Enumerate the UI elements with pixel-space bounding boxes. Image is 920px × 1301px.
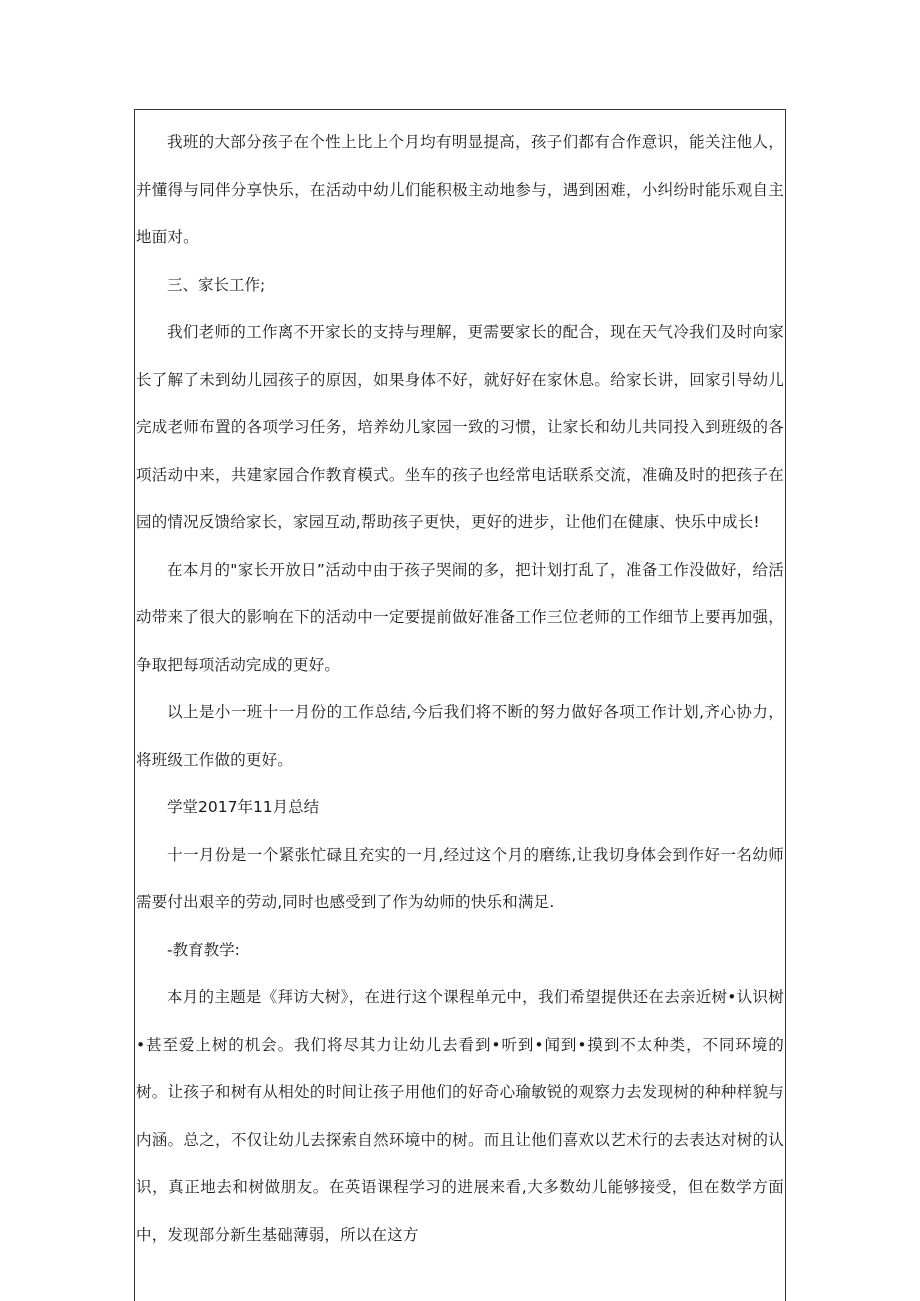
document-body [136,119,784,1259]
paragraph-class-progress: 我班的大部分孩子在个性上比上个月均有明显提高，孩子们都有合作意识，能关注他人，并懂得与同伴分享快乐，在活动中幼儿们能积极主动地参与，遇到困难，小纠纷时能乐观自主地面对。 [136,133,784,246]
paragraph-tree-theme: 本月的主题是《拜访大树》，在进行这个课程单元中，我们希望提供还在去亲近树•认识树•甚至爱上树的机会。我们将尽其力让幼儿去看到•听到•闻到•摸到不太种类，不同环境的树。让孩子和树有从相处的时间让孩子用他们的好奇心瑜敏锐的观察力去发现树的种种样貌与内涵。总之，不仅让幼儿去探索自然环境中的树。而且让他们喜欢以艺术行的去表达对树的认识，真正地去和树做朋友。在英语课程学习的进展来看,大多数幼儿能够接受，但在数学方面中，发现部分新生基础薄弱，所以在这方 [136,988,784,1244]
paragraph-open-day: 在本月的"家长开放日”活动中由于孩子哭闹的多，把计划打乱了，准备工作没做好，给活动带来了很大的影响在下的活动中一定要提前做好准备工作三位老师的工作细节上要再加强，争取把每项活动完成的更好。 [136,560,784,674]
paragraph-summary-closing: 以上是小一班十一月份的工作总结,今后我们将不断的努力做好各项工作计划,齐心协力，将班级工作做的更好。 [136,703,784,769]
paragraph-november-intro: 十一月份是一个紧张忙碌且充实的一月,经过这个月的磨练,让我切身体会到作好一名幼师需要付出艰辛的劳动,同时也感受到了作为幼师的快乐和满足. [136,845,784,911]
paragraph-parent-cooperation: 我们老师的工作离不开家长的支持与理解，更需要家长的配合，现在天气冷我们及时向家长了解了未到幼儿园孩子的原因，如果身体不好，就好好在家休息。给家长讲，回家引导幼儿完成老师布置的各项学习任务，培养幼儿家园一致的习惯，让家长和幼儿共同投入到班级的各项活动中来，共建家园合作教育模式。坐车的孩子也经常电话联系交流，准确及时的把孩子在园的情况反馈给家长，家园互动,帮助孩子更快，更好的进步，让他们在健康、快乐中成长! [136,323,784,531]
section-heading-parent-work: 三、家长工作; [167,275,266,294]
section-heading-teaching: -教育教学: [167,940,240,959]
section-heading-monthly-summary: 学堂2017年11月总结 [167,798,320,816]
